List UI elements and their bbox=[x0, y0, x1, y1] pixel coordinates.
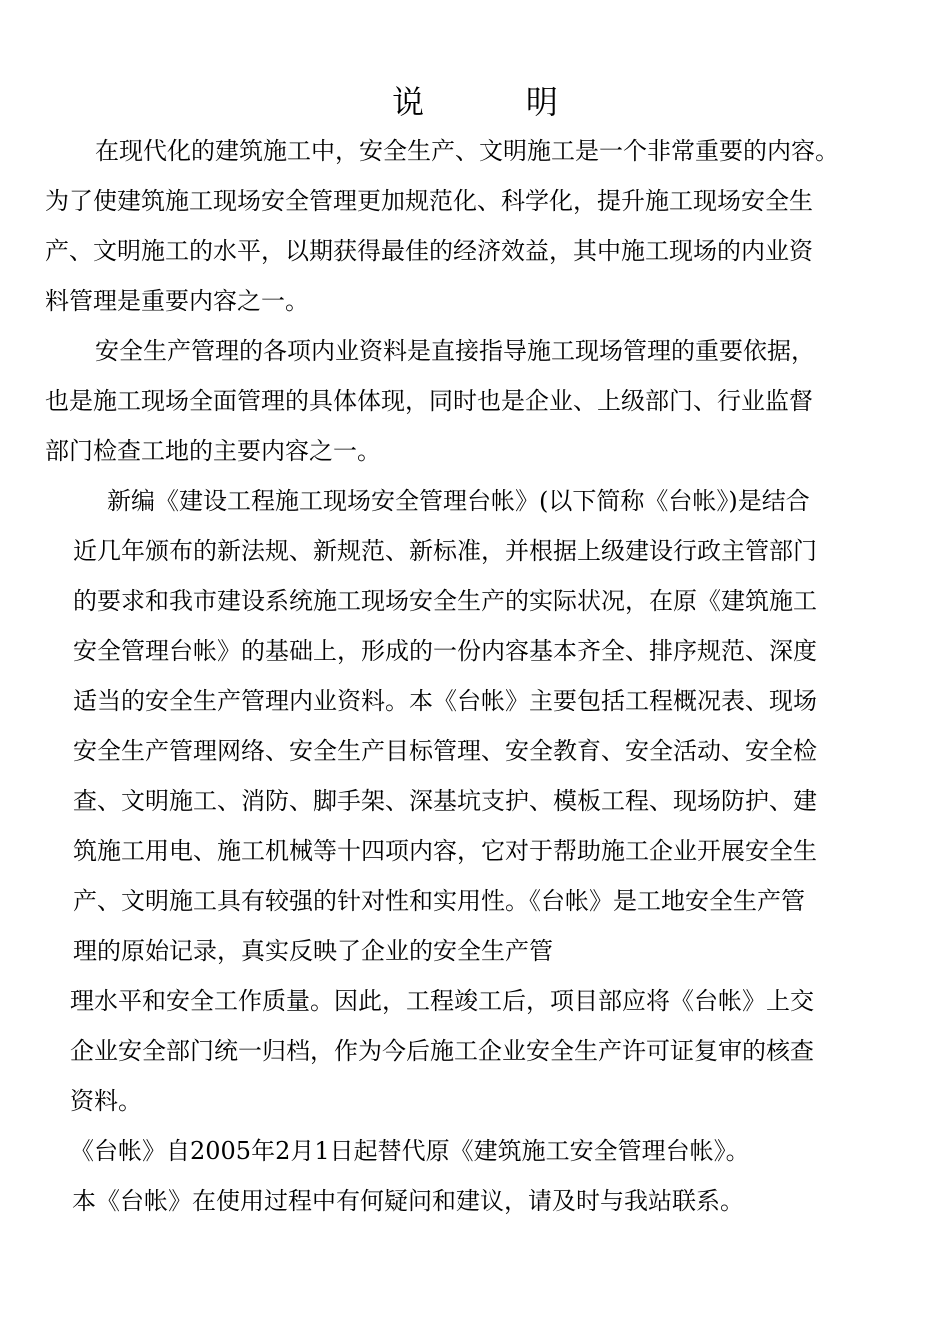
text-line: 企业安全部门统一归档，作为今后施工企业安全生产许可证复审的核查 bbox=[70, 1037, 814, 1065]
text-line: 筑施工用电、施工机械等十四项内容，它对于帮助施工企业开展安全生 bbox=[73, 837, 817, 865]
text-line: 近几年颁布的新法规、新规范、新标准，并根据上级建设行政主管部门 bbox=[73, 537, 817, 565]
text-line: 在现代化的建筑施工中，安全生产、文明施工是一个非常重要的内容。 bbox=[95, 137, 839, 165]
text-line: 安全生产管理的各项内业资料是直接指导施工现场管理的重要依据， bbox=[95, 337, 815, 365]
text-line: 查、文明施工、消防、脚手架、深基坑支护、模板工程、现场防护、建 bbox=[73, 787, 817, 815]
document-title: 说 明 bbox=[392, 83, 558, 121]
text-line: 安全管理台帐》的基础上，形成的一份内容基本齐全、排序规范、深度 bbox=[73, 637, 817, 665]
text-line: 产、文明施工的水平，以期获得最佳的经济效益，其中施工现场的内业资 bbox=[45, 237, 813, 265]
text-line: 料管理是重要内容之一。 bbox=[45, 287, 309, 315]
text-line: 部门检查工地的主要内容之一。 bbox=[45, 437, 381, 465]
text-line: 理水平和安全工作质量。因此，工程竣工后，项目部应将《台帐》上交 bbox=[70, 987, 814, 1015]
text-line: 本《台帐》在使用过程中有何疑问和建议，请及时与我站联系。 bbox=[72, 1187, 744, 1215]
text-line: 也是施工现场全面管理的具体体现，同时也是企业、上级部门、行业监督 bbox=[45, 387, 813, 415]
text-line: 适当的安全生产管理内业资料。本《台帐》主要包括工程概况表、现场 bbox=[73, 687, 817, 715]
text-line: 资料。 bbox=[70, 1087, 142, 1115]
text-line: 理的原始记录，真实反映了企业的安全生产管 bbox=[73, 937, 553, 965]
text-line: 为了使建筑施工现场安全管理更加规范化、科学化，提升施工现场安全生 bbox=[45, 187, 813, 215]
text-line: 《台帐》自2005年2月1日起替代原《建筑施工安全管理台帐》。 bbox=[70, 1137, 750, 1165]
text-line: 的要求和我市建设系统施工现场安全生产的实际状况，在原《建筑施工 bbox=[73, 587, 817, 615]
text-line: 新编《建设工程施工现场安全管理台帐》(以下简称《台帐》)是结合 bbox=[107, 487, 810, 515]
text-line: 安全生产管理网络、安全生产目标管理、安全教育、安全活动、安全检 bbox=[73, 737, 817, 765]
text-line: 产、文明施工具有较强的针对性和实用性。《台帐》是工地安全生产管 bbox=[73, 887, 805, 915]
